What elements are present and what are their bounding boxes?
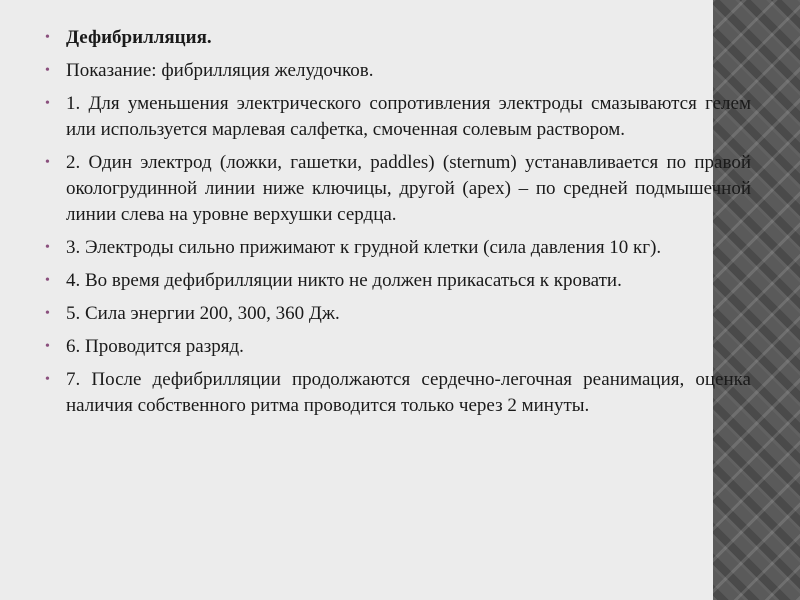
bullet-text: 7. После дефибрилляции продолжаются сердечно-легочная реанимация, оценка наличия собственного ритма проводится только через 2 минуты. [66,369,751,416]
bullet-icon: • [45,155,50,170]
bullet-icon: • [45,339,50,354]
bullet-item-step-1 [45,91,751,143]
bullet-item-step-2 [45,150,751,228]
bullet-text: 4. Во время дефибрилляции никто не должен прикасаться к кровати. [66,270,622,291]
slide-title: Дефибрилляция. [66,27,212,48]
bullet-icon: • [45,306,50,321]
bullet-item-step-7 [45,367,751,419]
bullet-icon: • [45,63,50,78]
bullet-item-step-5 [45,301,751,327]
bullet-text: 1. Для уменьшения электрического сопротивления электроды смазываются гелем или используется марлевая салфетка, смоченная солевым раствором. [66,93,751,140]
bullet-icon: • [45,30,50,45]
bullet-item-step-6 [45,334,751,360]
bullet-text: 2. Один электрод (ложки, гашетки, paddles) (sternum) устанавливается по правой окологрудинной линии ниже ключицы, другой (apex) – по средней подмышечной линии слева на уровне верхушки сердца. [66,152,751,225]
bullet-item-step-4 [45,268,751,294]
bullet-icon: • [45,372,50,387]
bullet-item-indication [45,58,751,84]
bullet-text: 6. Проводится разряд. [66,336,244,357]
bullet-text: Показание: фибрилляция желудочков. [66,60,374,81]
bullet-item-step-3 [45,235,751,261]
bullet-text: 5. Сила энергии 200, 300, 360 Дж. [66,303,340,324]
bullet-text: 3. Электроды сильно прижимают к грудной клетки (сила давления 10 кг). [66,237,662,258]
bullet-icon: • [45,240,50,255]
slide-content [45,25,751,426]
bullet-icon: • [45,273,50,288]
bullet-item-title [45,25,751,51]
bullet-icon: • [45,96,50,111]
